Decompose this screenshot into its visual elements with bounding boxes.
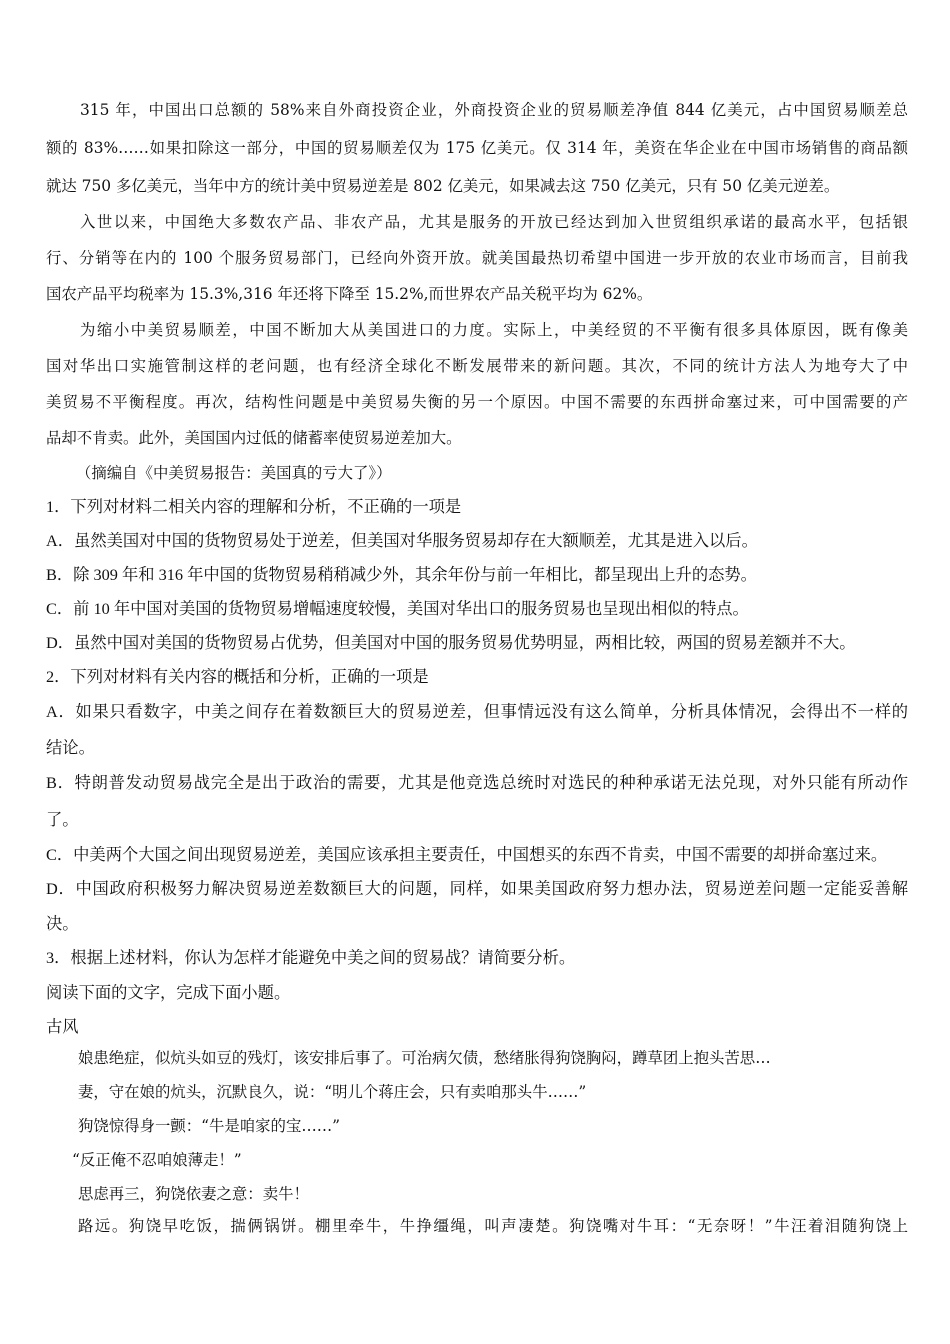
paragraph-line: 就达 750 多亿美元，当年中方的统计美中贸易逆差是 802 亿美元，如果减去这 750 亿美元，只有 50 亿美元逆差。 [46, 177, 840, 195]
question-1-option-d: D．虽然中国对美国的货物贸易占优势，但美国对中国的服务贸易优势明显，两相比较，两国的贸易差额并不大。 [46, 633, 856, 652]
story-line: 妻，守在娘的炕头，沉默良久，说：“明儿个蒋庄会，只有卖咱那头牛……” [78, 1083, 587, 1101]
question-1-option-b: B．除 309 年和 316 年中国的货物贸易稍稍减少外，其余年份与前一年相比，都呈现出上升的态势。 [46, 565, 757, 584]
paragraph-line: 315 年，中国出口总额的 58%来自外商投资企业，外商投资企业的贸易顺差净值 844 亿美元，占中国贸易顺差总 [80, 101, 908, 119]
reading-instruction: 阅读下面的文字，完成下面小题。 [46, 983, 291, 1002]
story-line: 娘患绝症，似炕头如豆的残灯，该安排后事了。可治病欠债，愁绪胀得狗饶胸闷，蹲草团上抱头苦思… [78, 1049, 771, 1067]
question-2-stem: 2．下列对材料有关内容的概括和分析，正确的一项是 [46, 667, 429, 686]
paragraph-line: 美贸易不平衡程度。再次，结构性问题是中美贸易失衡的另一个原因。中国不需要的东西拼命塞过来，可中国需要的产 [46, 393, 908, 411]
question-1-stem: 1．下列对材料二相关内容的理解和分析，不正确的一项是 [46, 497, 462, 516]
question-2-option-a-cont: 结论。 [46, 738, 95, 757]
source-citation: （摘编自《中美贸易报告：美国真的亏大了》） [76, 464, 392, 482]
question-2-option-a: A．如果只看数字，中美之间存在着数额巨大的贸易逆差，但事情远没有这么简单，分析具体情况，会得出不一样的 [46, 702, 908, 721]
question-1-option-c: C．前 10 年中国对美国的货物贸易增幅速度较慢，美国对华出口的服务贸易也呈现出相似的特点。 [46, 599, 749, 618]
paragraph-line: 入世以来，中国绝大多数农产品、非农产品，尤其是服务的开放已经达到加入世贸组织承诺的最高水平，包括银 [80, 213, 908, 231]
story-line: 路远。狗饶早吃饭，揣俩锅饼。棚里牵牛，牛挣缰绳，叫声凄楚。狗饶嘴对牛耳：“无奈呀！”牛汪着泪随狗饶上 [78, 1217, 908, 1235]
question-3-stem: 3．根据上述材料，你认为怎样才能避免中美之间的贸易战？请简要分析。 [46, 948, 576, 967]
paragraph-line: 品却不肯卖。此外，美国国内过低的储蓄率使贸易逆差加大。 [46, 429, 462, 447]
question-2-option-d-cont: 决。 [46, 914, 79, 933]
question-2-option-c: C．中美两个大国之间出现贸易逆差，美国应该承担主要责任，中国想买的东西不肯卖，中国不需要的却拼命塞过来。 [46, 845, 888, 864]
question-1-option-a: A．虽然美国对中国的货物贸易处于逆差，但美国对华服务贸易却存在大额顺差，尤其是进入以后。 [46, 531, 758, 550]
story-line: 思虑再三，狗饶依妻之意：卖牛！ [78, 1185, 309, 1203]
paragraph-line: 国对华出口实施管制这样的老问题，也有经济全球化不断发展带来的新问题。其次，不同的统计方法人为地夸大了中 [46, 357, 908, 375]
paragraph-line: 国农产品平均税率为 15.3%,316 年还将下降至 15.2%,而世界农产品关税平均为 62%。 [46, 285, 653, 303]
story-line: “反正俺不忍咱娘薄走！” [72, 1151, 242, 1169]
paragraph-line: 行、分销等在内的 100 个服务贸易部门，已经向外资开放。就美国最热切希望中国进一步开放的农业市场而言，目前我 [46, 249, 908, 267]
question-2-option-d: D．中国政府积极努力解决贸易逆差数额巨大的问题，同样，如果美国政府努力想办法，贸易逆差问题一定能妥善解 [46, 879, 908, 898]
story-title: 古风 [46, 1017, 79, 1036]
paragraph-line: 额的 83%……如果扣除这一部分，中国的贸易顺差仅为 175 亿美元。仅 314 年，美资在华企业在中国市场销售的商品额 [46, 139, 908, 157]
question-2-option-b-cont: 了。 [46, 810, 79, 829]
question-2-option-b: B．特朗普发动贸易战完全是出于政治的需要，尤其是他竞选总统时对选民的种种承诺无法兑现，对外只能有所动作 [46, 773, 908, 792]
story-line: 狗饶惊得身一颤：“牛是咱家的宝……” [78, 1117, 340, 1135]
paragraph-line: 为缩小中美贸易顺差，中国不断加大从美国进口的力度。实际上，中美经贸的不平衡有很多具体原因，既有像美 [80, 321, 908, 339]
